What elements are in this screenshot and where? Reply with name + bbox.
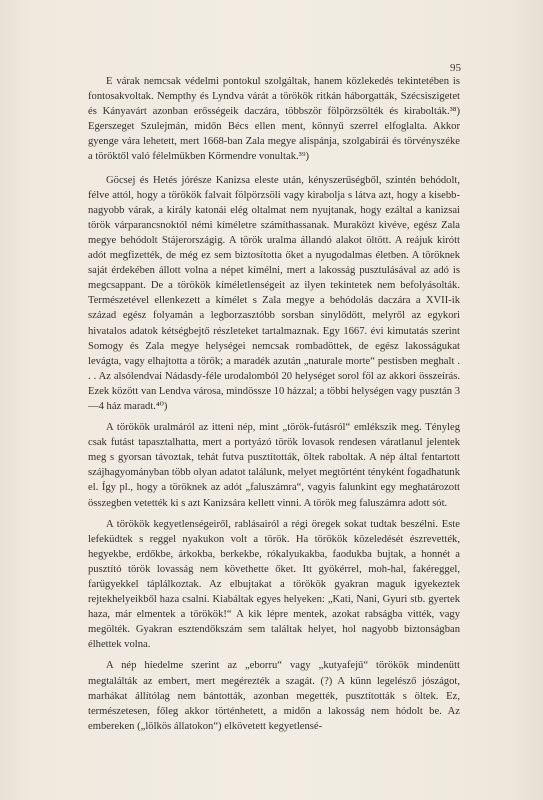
paragraph: A nép hiedelme szerint az „eborru“ vagy „kutyafejű“ törökök mindenütt megtalálták az embert, mert megérezték a szagát. (?) A künn legelésző jószágot, marhákat állítólag nem bántották, azonban megették, pusztították s öltek. Ez, természetesen, főleg akkor történhetett, a midőn a lakosság nem hódolt be. Az embereken („lölkös állatokon“) elkövetett kegyetlensé- xyxy=(88,660,460,732)
page-number: 95 xyxy=(450,62,461,74)
paragraph: A törökök kegyetlenségeiről, rablásairól a régi öregek sokat tudtak beszélni. Este lefeküdtek s reggel nyakukon volt a török. Ha törökök közeledését észrevették, hegyekbe, erdőkbe, árkokba, berkekbe, rókalyukakba, faodukba bujtak, a honnét a pusztító török lovasság nem követhette őket. Itt gyökérrel, moh-hal, fakéreggel, farügyekkel táplálkoztak. Az elbujtakat a törökök gyakran maguk igyekeztek rejtekhelyeikből haza csalni. Kiabáltak egyes helyeken: „Kati, Nani, Gyuri stb. gyertek haza, már elmentek a törökök!“ A kik lépre mentek, azokat rabságba vitték, vagy megölték. Gyakran esztendőkszám sem találtak helyet, hol nagyobb biztonságban élhettek volna. xyxy=(88,518,460,651)
paragraph: Göcsej és Hetés jórésze Kanizsa eleste után, kényszerűségből, szintén behódolt, félve attól, hogy a törökök falvait fölpörzsöli vagy kirabolja s látva azt, hogy a kisebb-nagyobb várak, a király katonái elég oltalmat nem nyujtanak, hogy ezáltal a kanizsai török várparancsnoktól némi kíméletre számíthassanak. Muraközt kivéve, egész Zala megye behódolt Stájerországig. A török uralma állandó alakot öltött. A reájuk kirótt adót megfizették, de még ez sem biztosította őket a nyugodalmas életben. A töröknek saját érdekében állott volna a népet kímélni, mert a lakosság pusztulásával az adó is megcsappant. De a törökök kíméletlenségeit az ilyen tekintetek nem befolyásolták. Természetével ellenkezett a kímélet s Zala megye a behódolás daczára a XVII-ik század egész folyamán a legborzasztóbb sorsban sinylődött, melyről az egykori hivatalos adatok kétségbejtő részleteket tartalmaznak. Egy 1667. évi kimutatás szerint Somogy és Zala megye helységei nemcsak rombadöttek, de egész lakosságukat levágta, vagy elhajtotta a török; a maradék azután „naturale morte“ pestisben meghalt . . . Az alsólendvai Nádasdy-féle urodalomból 20 helységet sorol föl az akkori összeírás. Ezek között van Lendva városa, mindössze 10 házzal; a többi helységen vagy pusztán 3—4 ház maradt.⁴⁰) xyxy=(88,174,460,412)
text-body xyxy=(88,74,460,740)
paragraph: E várak nemcsak védelmi pontokul szolgáltak, hanem közlekedés tekintetében is fontosakvoltak. Nempthy és Lyndva várát a törökök ritkán háborgatták, Szécsiszigetet és Kányavárt azonban erősségeik daczára, többször fölpörzsölték és kirabolták.³⁸) Egerszeget Szulejmán, midőn Bécs ellen ment, könnyű szerrel elfoglalta. Akkor gyenge vára lehetett, mert 1668-ban Zala megye alispánja, szolgabírái és törvényszéke a töröktől való félelmükben Körmendre vonultak.³⁹) xyxy=(88,76,460,163)
paragraph: A törökök uralmáról az itteni nép, mint „török-futásról“ emlékszik meg. Tényleg csak futást tapasztalhatta, mert a portyázó török lovasok rendesen váratlanul jelentek meg s gyorsan távoztak, tehát futva pusztították, öltek raboltak. A nép által fentartott szájhagyományban több olyan adatot találunk, melyet megtörtént tényként fogadhatunk el. Így pl., hogy a töröknek az adót „faluszámra“, vagyis falunkint egy meghatározott összegben vetették ki s azt Kanizsára kellett vinni. A török meg faluszámra adott sót. xyxy=(88,422,460,509)
